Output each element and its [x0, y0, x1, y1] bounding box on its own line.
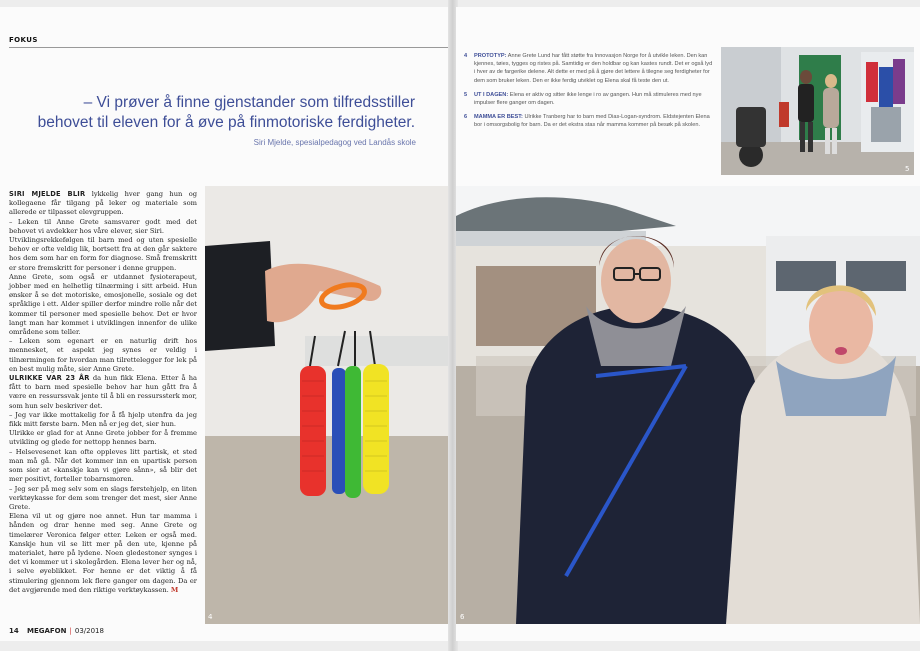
paragraph: – Helsevesenet kan ofte oppleves litt partisk, et sted man må gå. Når det kommer inn en upartisk person som sier at «kanskje kan vi gjøre sånn», så blir det mer positivt, forteller tobarnsmoren. [9, 447, 197, 484]
photo-toy-prototype [205, 186, 450, 624]
paragraph: SIRI MJELDE BLIR lykkelig hver gang hun og kollegaene får tilgang på leker og materiale som allerede er tilpasset elevgruppen. [9, 190, 197, 217]
left-page [0, 7, 450, 641]
header-rule [9, 47, 449, 48]
quote-credit: Siri Mjelde, spesialpedagog ved Landås skole [253, 138, 416, 147]
paragraph: Ulrikke er glad for at Anne Grete jobber for å fremme utvikling og glede for nettopp hennes barn. [9, 429, 197, 447]
photo-captions [464, 52, 714, 136]
section-label: FOKUS [9, 36, 38, 44]
paragraph: – Jeg var ikke mottakelig for å få hjelp utenfra da jeg fikk mitt første barn. Men nå er jeg det, sier hun. [9, 410, 197, 429]
photo-number: 4 [208, 613, 213, 621]
magazine-name: MEGAFON [26, 627, 67, 635]
photo-number: 6 [460, 613, 465, 621]
toy-photo-illustration [205, 186, 450, 624]
photo-mother-and-daughter [456, 186, 920, 624]
paragraph: – Jeg ser på meg selv som en slags førstehjelp, en liten verktøykasse for dem som trenger det mest, sier Anne Grete. [9, 484, 197, 511]
hallway-photo-illustration [721, 47, 914, 175]
paragraph: – Leken som egenart er en naturlig drift hos mennesket, et aspekt jeg synes er veldig i tilnærmingen for hvordan man tilrettelegger for lek på en best mulig måte, sier Anne Grete. [9, 337, 197, 373]
paragraph: Anne Grete, som også er utdannet fysioterapeut, jobber med en helhetlig tilnærming i sitt arbeid. Hun ønsker å se det motoriske, emosjonelle, sosiale og det språklige i ett. Alder spiller derfor mindre rolle når det kommer til personer med spesielle behov. Det er hvor langt man har kommet i utviklingen innenfor de ulike områdene som teller. [9, 272, 197, 337]
caption-item: 4 PROTOTYP: Anne Grete Lund har fått støtte fra Innovasjon Norge for å utvikle leken. Den kan kjennes, tøies, tygges og ristes på. Samtidig er den holdbar og kan kastes rundt. Det er også lyd i hver av de fargerike delene. Alt dette er med på å gjøre det lettere å tilegne seg ferdigheter for dem som bruker leken. Den er ikke ferdig utviklet og Elena skal få teste den ut. [464, 53, 713, 84]
issue-number: 03/2018 [74, 627, 104, 635]
end-mark: M [170, 585, 179, 594]
photo-number: 5 [905, 165, 910, 173]
caption-item: 5 UT I DAGEN: Elena er aktiv og sitter ikke lenge i ro av gangen. Hun må stimuleres med nye impulser flere ganger om dagen. [464, 91, 702, 107]
paragraph: – Leken til Anne Grete samsvarer godt med det behovet vi avdekker hos våre elever, sier Siri. [9, 217, 197, 235]
caption-item: 6 MAMMA ER BEST: Ulrikke Tranberg har to barn med Dias-Logan-syndrom. Eldstejenten Elena bor i omsorgsbolig for barn. Da er det ekstra stas når mamma kommer på besøk på skolen. [464, 114, 710, 129]
page-footer: 14 MEGAFON | 03/2018 [9, 627, 104, 635]
page-number: 14 [9, 627, 19, 635]
paragraph: ULRIKKE VAR 23 ÅR da hun fikk Elena. Etter å ha fått to barn med spesielle behov har hun gått fra å være en ressurssvak jente til å bli en ressurssterk mor, som hun selv beskriver det. [9, 374, 197, 410]
paragraph: Elena vil ut og gjøre noe annet. Hun tar mamma i hånden og drar henne med seg. Anne Grete og timelærer Veronica følger etter. Leken er også med. Kanskje hun vil se litt mer på den ute, kjenne på materialet, høre på lydene. Noen gledestoner synges i det vi kommer ut i skolegården. Elena lever her og nå, i selve øyeblikket. For henne er det viktig å få stimulering gjennom lek flere ganger om dagen. Da er det avgjørende med den riktige verktøykassen. M [9, 512, 197, 594]
article-body [9, 190, 197, 595]
photo-hallway [721, 47, 914, 175]
right-page [456, 7, 920, 641]
portrait-photo-illustration [456, 186, 920, 624]
paragraph: Utviklingsrekkefølgen til barn med og uten spesielle behov er ofte veldig lik, bortsett fra at den går saktere hos dem som har en form for diagnose. Små fremskritt er store fremskritt for personer i denne gruppen. [9, 236, 197, 272]
pull-quote: – Vi prøver å finne gjenstander som tilfredsstiller behovet til eleven for å øve på finmotoriske ferdigheter. [37, 94, 415, 131]
